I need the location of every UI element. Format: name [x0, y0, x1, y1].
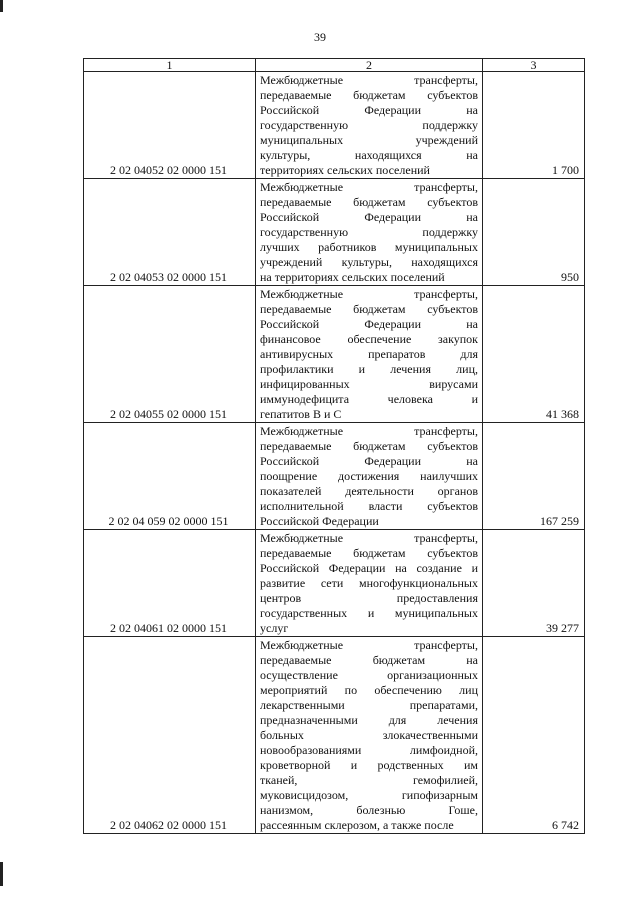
description-line: центров предоставления — [260, 591, 478, 605]
description-line: передаваемые бюджетам субъектов — [260, 546, 478, 560]
description-line: государственную поддержку — [260, 225, 478, 239]
description-line: кроветворной и родственных им — [260, 758, 478, 772]
description-line: государственную поддержку — [260, 118, 478, 132]
table-row — [84, 286, 585, 423]
description-line: предназначенными для лечения — [260, 713, 478, 727]
description-line: лекарственными препаратами, — [260, 698, 478, 712]
amount: 1 700 — [483, 72, 585, 179]
description-line: исполнительной власти субъектов — [260, 499, 478, 513]
description-line: мероприятий по обеспечению лиц — [260, 683, 478, 697]
description-line: Российской Федерации на — [260, 103, 478, 117]
description-line: поощрение достижения наилучших — [260, 469, 478, 483]
amount: 167 259 — [483, 423, 585, 530]
page-number: 39 — [314, 30, 326, 44]
budget-code: 2 02 04052 02 0000 151 — [84, 72, 256, 179]
description-line: профилактики и лечения лиц, — [260, 362, 478, 376]
table-row — [84, 72, 585, 179]
description-line: осуществление организационных — [260, 668, 478, 682]
budget-table — [83, 58, 585, 834]
transfer-description — [256, 179, 483, 286]
description-line: передаваемые бюджетам субъектов — [260, 302, 478, 316]
scan-edge-mark-top — [0, 0, 3, 12]
budget-code: 2 02 04053 02 0000 151 — [84, 179, 256, 286]
transfer-description — [256, 72, 483, 179]
description-line: Межбюджетные трансферты, — [260, 180, 478, 194]
description-line: передаваемые бюджетам субъектов — [260, 88, 478, 102]
description-line: финансовое обеспечение закупок — [260, 332, 478, 346]
header-col-1: 1 — [84, 59, 256, 72]
description-line: инфицированных вирусами — [260, 377, 478, 391]
table-row — [84, 637, 585, 834]
table-header-row — [84, 59, 585, 72]
description-line: иммунодефицита человека и — [260, 392, 478, 406]
description-line: Межбюджетные трансферты, — [260, 287, 478, 301]
description-line: гепатитов В и С — [260, 407, 342, 421]
description-line: передаваемые бюджетам субъектов — [260, 195, 478, 209]
description-line: Межбюджетные трансферты, — [260, 424, 478, 438]
header-col-2: 2 — [256, 59, 483, 72]
budget-code: 2 02 04055 02 0000 151 — [84, 286, 256, 423]
budget-code: 2 02 04 059 02 0000 151 — [84, 423, 256, 530]
table-row — [84, 423, 585, 530]
description-line: антивирусных препаратов для — [260, 347, 478, 361]
description-line: тканей, гемофилией, — [260, 773, 478, 787]
description-line: новообразованиями лимфоидной, — [260, 743, 478, 757]
table-row — [84, 179, 585, 286]
description-line: Межбюджетные трансферты, — [260, 73, 478, 87]
description-line: государственных и муниципальных — [260, 606, 478, 620]
description-line: передаваемые бюджетам субъектов — [260, 439, 478, 453]
description-line: муниципальных учреждений — [260, 133, 478, 147]
amount: 6 742 — [483, 637, 585, 834]
table-row — [84, 530, 585, 637]
description-line: Российской Федерации на создание и — [260, 561, 478, 575]
transfer-description — [256, 423, 483, 530]
description-line: на территориях сельских поселений — [260, 270, 445, 284]
table-body — [84, 72, 585, 834]
amount: 39 277 — [483, 530, 585, 637]
description-line: муковисцидозом, гипофизарным — [260, 788, 478, 802]
description-line: нанизмом, болезнью Гоше, — [260, 803, 478, 817]
description-line: Российской Федерации на — [260, 210, 478, 224]
description-line: больных злокачественными — [260, 728, 478, 742]
description-line: развитие сети многофункциональных — [260, 576, 478, 590]
description-line: Межбюджетные трансферты, — [260, 531, 478, 545]
budget-code: 2 02 04061 02 0000 151 — [84, 530, 256, 637]
transfer-description — [256, 637, 483, 834]
description-line: Межбюджетные трансферты, — [260, 638, 478, 652]
description-line: культуры, находящихся на — [260, 148, 478, 162]
transfer-description — [256, 530, 483, 637]
description-line: учреждений культуры, находящихся — [260, 255, 478, 269]
description-line: лучших работников муниципальных — [260, 240, 478, 254]
description-line: Российской Федерации на — [260, 317, 478, 331]
description-line: Российской Федерации — [260, 514, 379, 528]
description-line: показателей деятельности органов — [260, 484, 478, 498]
budget-code: 2 02 04062 02 0000 151 — [84, 637, 256, 834]
description-line: рассеянным склерозом, а также после — [260, 818, 454, 832]
description-line: Российской Федерации на — [260, 454, 478, 468]
amount: 950 — [483, 179, 585, 286]
header-col-3: 3 — [483, 59, 585, 72]
transfer-description — [256, 286, 483, 423]
description-line: территориях сельских поселений — [260, 163, 430, 177]
description-line: услуг — [260, 621, 289, 635]
description-line: передаваемые бюджетам на — [260, 653, 478, 667]
scan-edge-mark-bottom — [0, 862, 3, 886]
amount: 41 368 — [483, 286, 585, 423]
